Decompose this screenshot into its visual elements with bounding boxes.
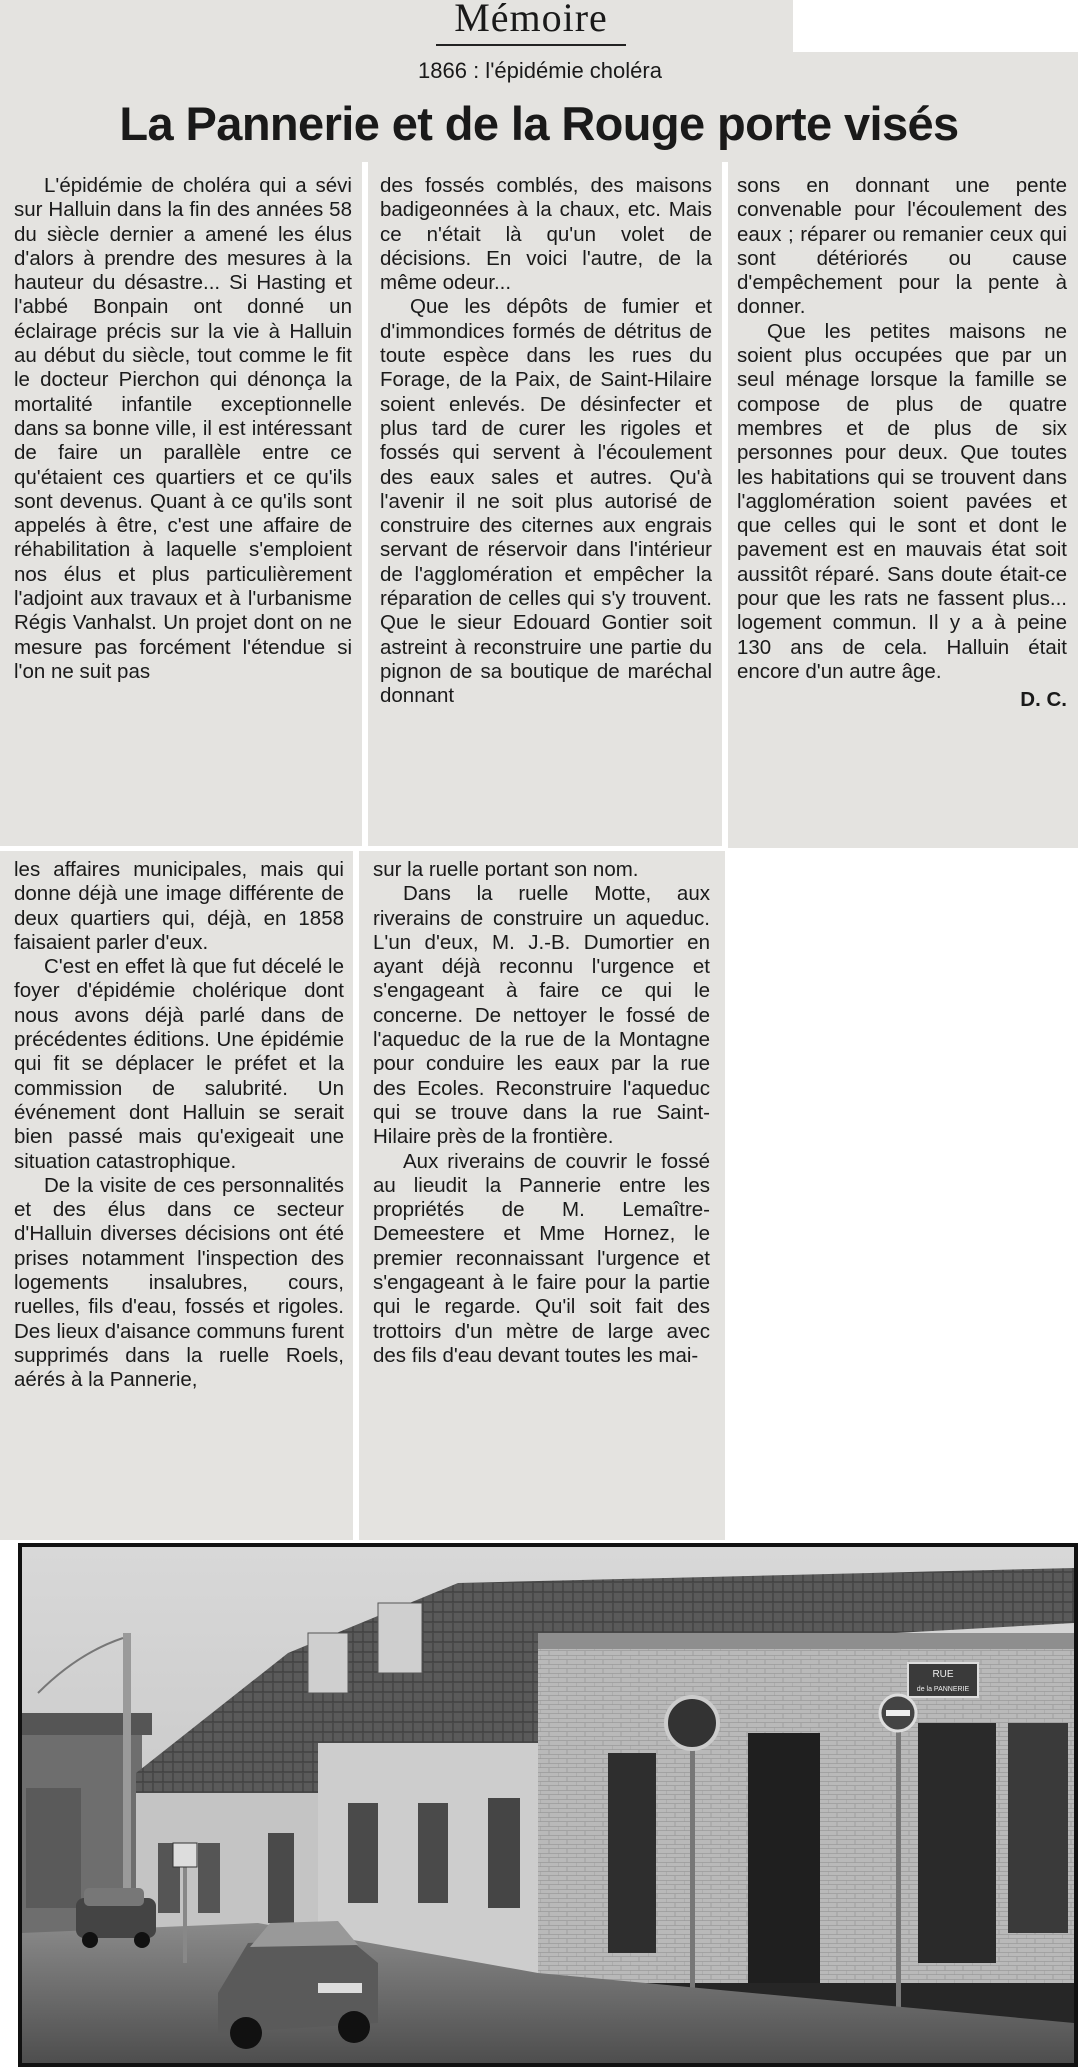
cut-line — [0, 846, 725, 851]
paragraph: sons en donnant une pente convenable pour l'écoulement des eaux ; réparer ou remanier ceux qui sont détériorés ou cause d'empêchement pour la pente à donner. — [737, 174, 1067, 319]
street-photo — [18, 1543, 1078, 2067]
article-column-3 — [737, 174, 1067, 713]
paragraph: L'épidémie de choléra qui a sévi sur Halluin dans la fin des années 58 du siècle dernier a amené les élus d'alors à prendre des mesures à la hauteur du désastre... Si Hasting et l'abbé Bonpain ont donné un éclairage précis sur la vie à Halluin au début du siècle, tout comme le fit le docteur Pierchon qui dénonça la mortalité infantile exceptionnelle dans sa bonne ville, il est intéressant de faire un parallèle entre ce qu'étaient ces quartiers et ce qu'ils sont devenus. Quant à ce qu'ils sont appelés à être, c'est une affaire de réhabilitation à laquelle s'emploient nos élus et plus particulièrement l'adjoint aux travaux et à l'urbanisme Régis Vanhalst. Un projet dont on ne mesure pas forcément l'étendue si l'on ne suit pas — [14, 174, 352, 683]
article-column-2 — [380, 174, 712, 709]
paper-top — [0, 0, 793, 52]
paragraph: Aux riverains de couvrir le fossé au lieudit la Pannerie entre les propriétés de M. Lemaître-Demeestere et Mme Hornez, le premier reconnaissant l'urgence et s'engageant à le faire pour la partie qui le regarde. Qu'il soit fait des trottoirs d'un mètre de large avec des fils d'eau devant toutes les mai- — [373, 1149, 710, 1367]
paragraph: les affaires municipales, mais qui donne déjà une image différente de deux quartiers qui, déjà, en 1858 faisaient parler d'eux. — [14, 858, 344, 954]
rubric-underline — [436, 44, 626, 46]
paragraph: des fossés comblés, des maisons badigeonnées à la chaux, etc. Mais ce n'était là qu'un volet de décisions. En voici l'autre, de la même odeur... — [380, 174, 712, 295]
article-column-1 — [14, 174, 352, 684]
paragraph: Que les petites maisons ne soient plus occupées que par un seul ménage lorsque la famille se compose de plus de quatre membres et de plus de six personnes pour deux. Que toutes les habitations qui se trouvent dans l'agglomération soient pavées et que celles qui le sont et dont le pavement est en mauvais état soit aussitôt réparé. Sans doute était-ce pour que les rats ne fassent plus... logement commun. Il y a à peine 130 ans de cela. Halluin était encore d'un autre âge. — [737, 319, 1067, 683]
paragraph: C'est en effet là que fut décelé le foyer d'épidémie cholérique dont nous avons déjà parlé dans de précédentes éditions. Une épidémie qui fit se déplacer le préfet et la commission de salubrité. Un événement dont Halluin se serait bien passé mais qu'exigeait une situation catastrophique. — [14, 955, 344, 1173]
paragraph: Dans la ruelle Motte, aux riverains de construire un aqueduc. L'un d'eux, M. J.-B. Dumortier en ayant déjà reconnu l'urgence et s'engageant à faire ce qui le concerne. De nettoyer le fossé de l'aqueduc de la rue de la Montagne pour conduire les eaux par la rue des Ecoles. Reconstruire l'aqueduc qui se trouve dans la rue Saint-Hilaire près de la frontière. — [373, 882, 710, 1149]
sign-line-2: de la PANNERIE — [916, 1686, 970, 1693]
article-headline: La Pannerie et de la Rouge porte visés — [119, 97, 959, 150]
section-rubric: Mémoire — [454, 0, 608, 40]
article-bottom-column-2 — [373, 858, 710, 1368]
sign-line-1: RUE — [932, 1669, 954, 1680]
author-signature: D. C. — [1020, 688, 1067, 712]
article-kicker: 1866 : l'épidémie choléra — [418, 58, 662, 83]
cut-line — [722, 162, 728, 848]
cut-line — [362, 162, 368, 848]
paragraph: sur la ruelle portant son nom. — [373, 858, 639, 881]
article-bottom-column-1 — [14, 858, 344, 1393]
paragraph: De la visite de ces personnalités et des élus dans ce secteur d'Halluin diverses décisions ont été prises notamment l'inspection des logements insalubres, cours, ruelles, fils d'eau, fossés et rigoles. Des lieux d'aisance communs furent supprimés dans la ruelle Roels, aérés à la Pannerie, — [14, 1173, 344, 1392]
street-name-sign — [908, 1663, 978, 1697]
paragraph: Que les dépôts de fumier et d'immondices formés de détritus de toute espèce dans les rues du Forage, de la Paix, de Saint-Hilaire soient enlevés. De désinfecter et plus tard de curer les rigoles et fossés qui servent à l'écoulement des eaux sales et autres. Qu'à l'avenir il ne soit plus autorisé de construire des citernes aux engrais servant de réservoir dans l'intérieur de l'agglomération et empêcher la réparation de celles qui s'y trouvent. Que le sieur Edouard Gontier soit astreint à reconstruire une partie du pignon de sa boutique de maréchal donnant — [380, 295, 712, 708]
cut-line — [353, 848, 359, 1540]
